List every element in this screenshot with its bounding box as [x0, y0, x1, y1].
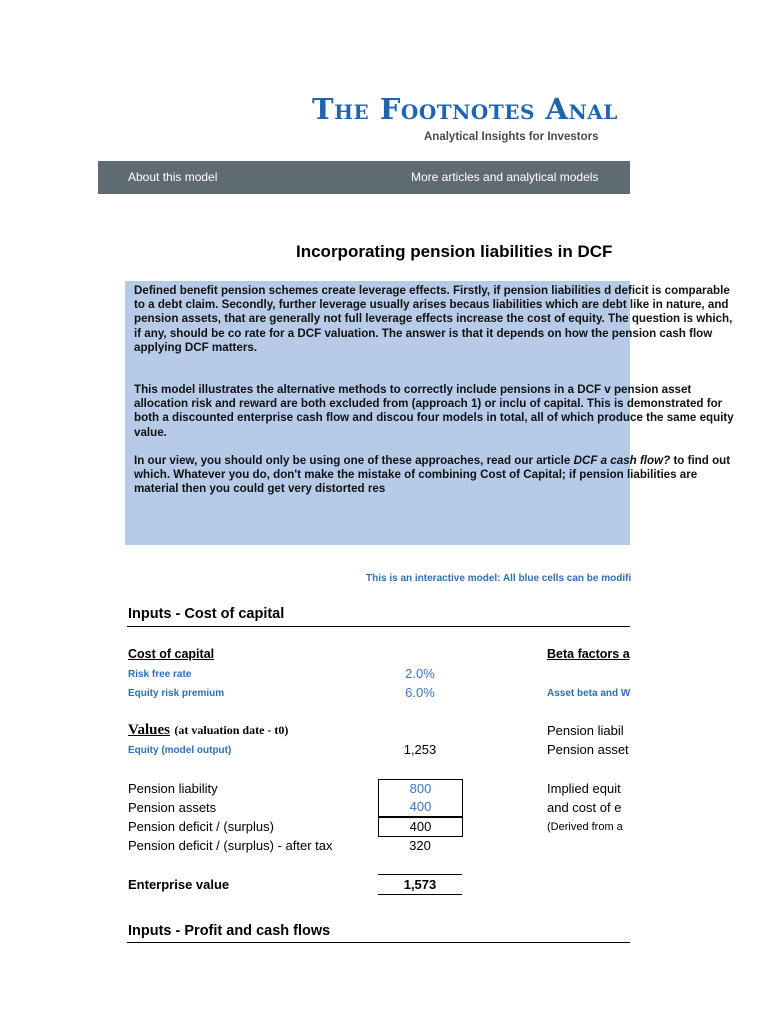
pension-assets-input[interactable]: 400 — [378, 798, 463, 817]
ev-top-rule — [378, 874, 462, 875]
pension-liability-label: Pension liability — [128, 781, 218, 796]
pension-liability-right-label: Pension liabil — [547, 723, 624, 738]
beta-factors-heading: Beta factors a — [547, 647, 630, 661]
intro-paragraph-3 — [134, 454, 734, 497]
values-heading — [128, 721, 288, 739]
nav-more-articles-link[interactable]: More articles and analytical models — [411, 170, 599, 184]
equity-risk-premium-input[interactable]: 6.0% — [405, 685, 435, 700]
values-title: Values — [128, 722, 170, 738]
risk-free-rate-label: Risk free rate — [128, 669, 192, 680]
enterprise-value-label: Enterprise value — [128, 877, 230, 892]
intro-p3-a: In our view, you should only be using one of these approaches, read our article — [134, 454, 574, 467]
pension-assets-label: Pension assets — [128, 800, 217, 815]
risk-free-rate-input[interactable]: 2.0% — [405, 666, 435, 681]
intro-paragraph-2: This model illustrates the alternative methods to correctly include pensions in a DCF v pension asset allocation risk and reward are both excluded from (approach 1) or inclu of capital. This is demonstrated for both a discounted enterprise cash flow and discou four models in total, all of which produce the same equity value. — [134, 383, 734, 439]
section-title-profit-cash-flows: Inputs - Profit and cash flows — [128, 923, 331, 939]
intro-p3-b: to find out which. Whatever you do, don't make the mistake of combining Cost of Capital; if pension liabilities are material then you could get very distorted res — [134, 454, 731, 496]
ev-bottom-rule — [378, 894, 462, 895]
nav-about-link[interactable]: About this model — [128, 170, 218, 184]
brand-logo: The Footnotes Anal — [312, 92, 618, 126]
page-title: Incorporating pension liabilities in DCF — [296, 242, 613, 261]
implied-equity-label: Implied equit — [547, 781, 621, 796]
brand-tagline: Analytical Insights for Investors — [424, 131, 599, 143]
pension-deficit-after-tax-label: Pension deficit / (surplus) - after tax — [128, 838, 333, 853]
asset-beta-label: Asset beta and W — [547, 688, 631, 699]
pension-deficit-value: 400 — [378, 817, 463, 837]
nav-bar — [98, 161, 630, 194]
enterprise-value-value: 1,573 — [403, 877, 437, 892]
section-title-cost-of-capital: Inputs - Cost of capital — [128, 606, 285, 622]
article-link[interactable]: DCF a cash flow? — [573, 454, 671, 467]
pension-deficit-label: Pension deficit / (surplus) — [128, 819, 274, 834]
equity-model-output-label: Equity (model output) — [128, 745, 232, 756]
pension-liability-input[interactable]: 800 — [378, 779, 463, 798]
pension-deficit-after-tax-value: 320 — [409, 838, 431, 853]
section-rule — [127, 626, 630, 627]
pension-assets-right-label: Pension asset — [547, 742, 629, 757]
intro-box — [125, 281, 734, 545]
cost-of-capital-heading: Cost of capital — [128, 647, 215, 661]
interactive-notice: This is an interactive model: All blue cells can be modifi — [366, 573, 632, 584]
values-subtitle: (at valuation date - t0) — [174, 723, 289, 737]
equity-risk-premium-label: Equity risk premium — [128, 688, 225, 699]
section-rule-2 — [127, 942, 630, 943]
derived-from-note: (Derived from a — [547, 821, 623, 833]
intro-paragraph-1: Defined benefit pension schemes create leverage effects. Firstly, if pension liabilities d deficit is comparable to a debt claim. Secondly, further leverage usually arises becaus liabilities which are debt like in nature, and pension assets, that are generally not full leverage effects increase the cost of equity. The question is which, if any, should be co rate for a DCF valuation. The answer is that it depends on how the pension cash flow applying DCF matters. — [134, 284, 733, 354]
equity-model-output-value: 1,253 — [403, 742, 437, 757]
cost-of-equity-label: and cost of e — [547, 800, 622, 815]
